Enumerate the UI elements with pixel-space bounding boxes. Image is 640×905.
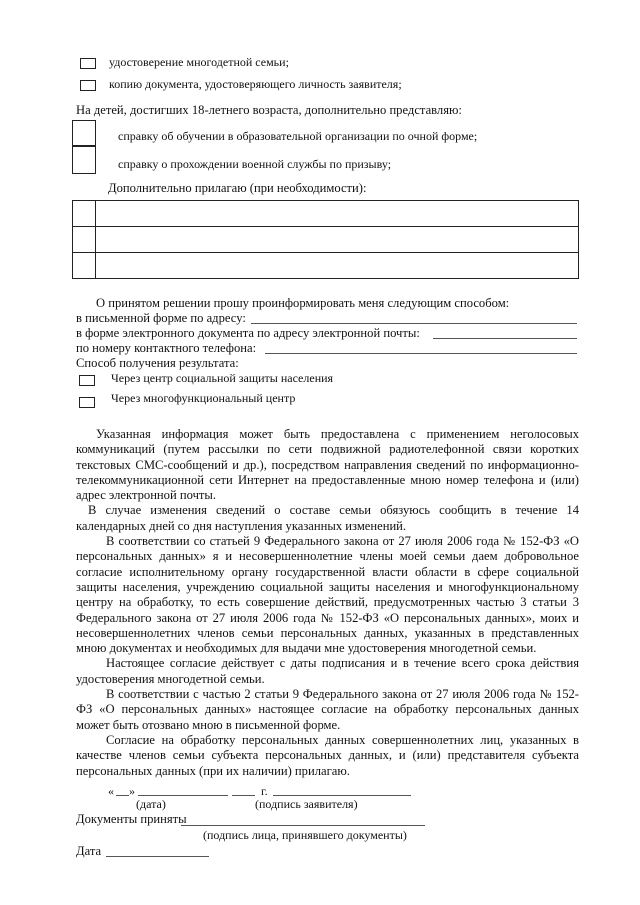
result-option-mfc: Через многофункциональный центр bbox=[111, 391, 296, 405]
notify-phone-label: по номеру контактного телефона: bbox=[76, 341, 257, 355]
paragraph-personal-data-consent: В соответствии со статьей 9 Федерального закона от 27 июля 2006 года № 152-ФЗ «О персональных данных» я и несовершеннолетние члены моей семьи даем добровольное согласие исполнительному органу государственной власти области в сфере социальной защиты населения, учреждению социальной защиты населения и многофункциональному центру на обработку, то есть совершение действий, предусмотренных частью 3 статьи 3 Федерального закона от 27 июля 2006 года № 152-ФЗ «О персональных данных», моих и несовершеннолетних членов семьи персональных данных, указанных в представленных мною документах и необходимых для выдачи мне удостоверения многодетной семьи. bbox=[76, 534, 579, 656]
date-quote-close: » bbox=[129, 784, 135, 798]
paragraph-consent-validity: Настоящее согласие действует с даты подписания и в течение всего срока действия удостоверения многодетной семьи. bbox=[76, 656, 579, 686]
checkbox-study-certificate[interactable] bbox=[72, 120, 96, 146]
checklist-label-certificate: удостоверение многодетной семьи; bbox=[109, 55, 289, 69]
table-cell bbox=[73, 227, 96, 253]
phone-field[interactable] bbox=[265, 353, 577, 354]
notify-email-label: в форме электронного документа по адресу электронной почты: bbox=[76, 326, 420, 340]
date-month-field[interactable] bbox=[138, 795, 228, 796]
signature-caption: (подпись заявителя) bbox=[255, 797, 358, 811]
notify-heading: О принятом решении прошу проинформировать меня следующим способом: bbox=[96, 296, 510, 310]
table-cell bbox=[73, 201, 96, 227]
checkbox-military-certificate[interactable] bbox=[72, 146, 96, 174]
applicant-signature-field[interactable] bbox=[273, 795, 411, 796]
date-day-field[interactable] bbox=[116, 795, 129, 796]
adult-children-intro: На детей, достигших 18-летнего возраста, дополнительно представляю: bbox=[76, 103, 462, 117]
table-cell[interactable] bbox=[96, 227, 579, 253]
additional-documents-table bbox=[72, 200, 579, 279]
result-option-social-center: Через центр социальной защиты населения bbox=[111, 371, 334, 385]
table-cell[interactable] bbox=[96, 201, 579, 227]
date-caption: (дата) bbox=[136, 797, 166, 811]
paragraph-change-obligation: В случае изменения сведений о составе семьи обязуюсь сообщить в течение 14 календарных дней со дня наступления указанных изменений. bbox=[76, 503, 579, 533]
checkbox-social-center[interactable] bbox=[79, 375, 95, 386]
receiver-caption: (подпись лица, принявшего документы) bbox=[203, 828, 407, 842]
table-row bbox=[73, 227, 579, 253]
notify-postal-label: в письменной форме по адресу: bbox=[76, 311, 246, 325]
table-row bbox=[73, 253, 579, 279]
checkbox-mfc[interactable] bbox=[79, 397, 95, 408]
result-heading: Способ получения результата: bbox=[76, 356, 239, 370]
receiver-signature-field[interactable] bbox=[181, 825, 425, 826]
table-cell[interactable] bbox=[96, 253, 579, 279]
paragraph-adult-consent-attached: Согласие на обработку персональных данных совершеннолетних лиц, указанных в качестве членов семьи субъекта персональных данных, и (или) представителя субъекта персональных данных (при их наличии) прилагаю. bbox=[76, 732, 579, 778]
date-label: Дата bbox=[76, 844, 102, 858]
checklist-label-study-certificate: справку об обучении в образовательной организации по очной форме; bbox=[118, 129, 478, 143]
paragraph-notification-consent: Указанная информация может быть предоставлена с применением неголосовых коммуникаций (путем рассылки по сети подвижной радиотелефонной связи коротких текстовых СМС-сообщений и др.), посредством направления сведений по информационно-телекоммуникационной сети Интернет на предоставленные мною номер телефона и (или) адрес электронной почты. bbox=[76, 427, 579, 503]
checklist-label-military-certificate: справку о прохождении военной службы по призыву; bbox=[118, 157, 392, 171]
checkbox-certificate[interactable] bbox=[80, 58, 96, 69]
email-field[interactable] bbox=[433, 338, 577, 339]
table-cell bbox=[73, 253, 96, 279]
date-quote-open: « bbox=[108, 784, 114, 798]
receipt-date-field[interactable] bbox=[106, 856, 209, 857]
postal-address-field[interactable] bbox=[251, 323, 577, 324]
documents-received-label: Документы приняты bbox=[76, 812, 187, 826]
checkbox-identity-document[interactable] bbox=[80, 80, 96, 91]
date-year-suffix: г. bbox=[261, 784, 268, 798]
paragraph-consent-withdrawal: В соответствии с частью 2 статьи 9 Федерального закона от 27 июля 2006 года № 152-ФЗ «О персональных данных» настоящее согласие на обработку персональных данных может быть отозвано мною в письменной форме. bbox=[76, 687, 579, 732]
date-year-field[interactable] bbox=[232, 795, 255, 796]
checklist-label-identity-document: копию документа, удостоверяющего личность заявителя; bbox=[109, 77, 402, 91]
table-row bbox=[73, 201, 579, 227]
consent-text bbox=[76, 427, 579, 779]
additional-heading: Дополнительно прилагаю (при необходимости): bbox=[108, 181, 367, 195]
